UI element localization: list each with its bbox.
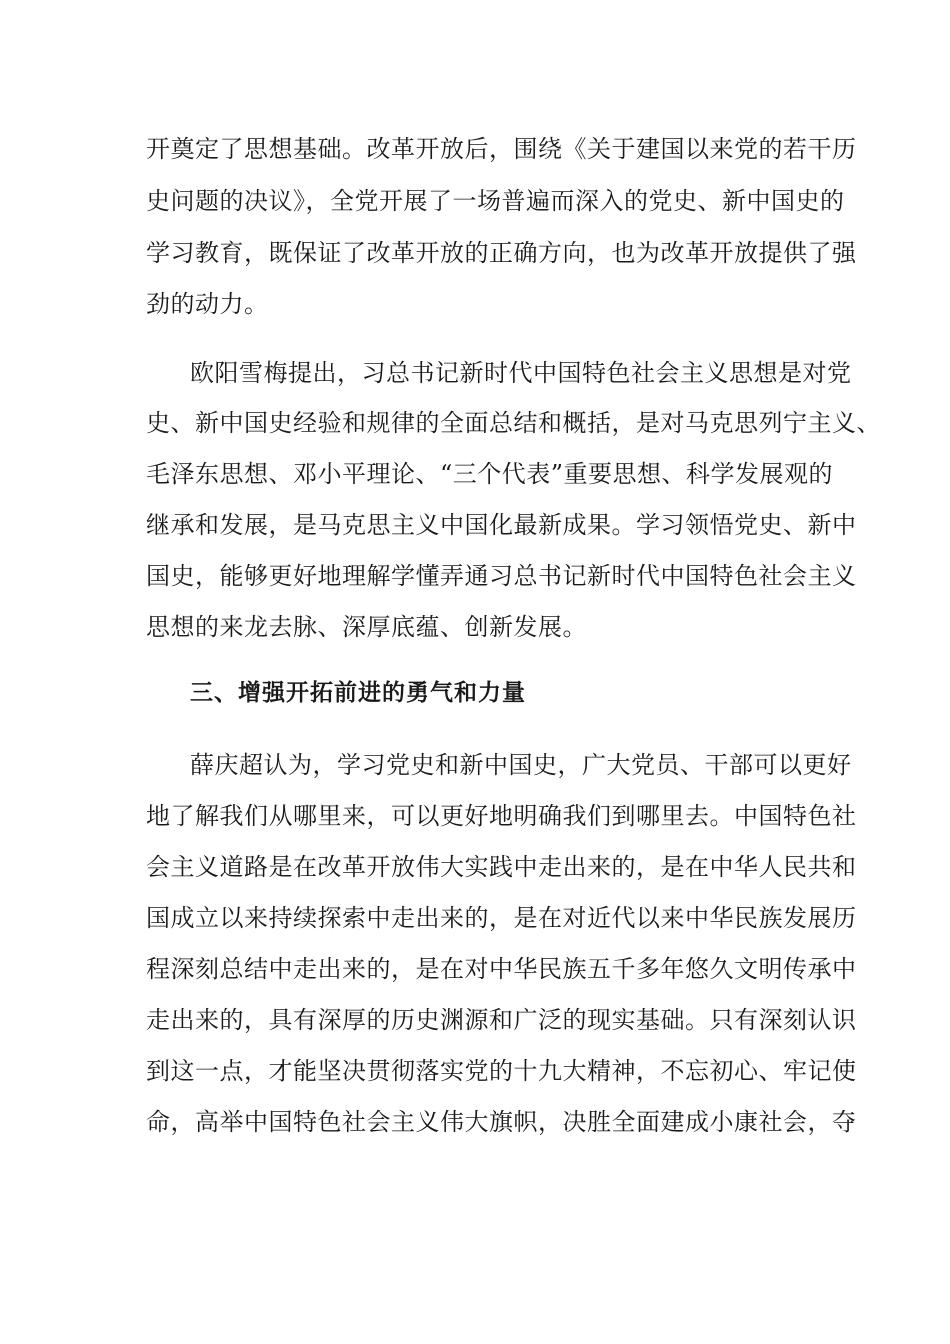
- paragraph-line: 劲的动力。: [146, 290, 269, 318]
- paragraph-line: 继承和发展，是马克思主义中国化最新成果。学习领悟党史、新中: [146, 511, 857, 539]
- paragraph-line: 会主义道路是在改革开放伟大实践中走出来的，是在中华人民共和: [146, 853, 857, 881]
- paragraph-line: 到这一点，才能坚决贯彻落实党的十九大精神，不忘初心、牢记使: [146, 1057, 857, 1085]
- paragraph-line: 思想的来龙去脉、深厚底蕴、创新发展。: [146, 613, 587, 641]
- paragraph-line: 走出来的，具有深厚的历史渊源和广泛的现实基础。只有深刻认识: [146, 1006, 857, 1034]
- section-heading: 三、增强开拓前进的勇气和力量: [190, 680, 526, 706]
- paragraph-line: 开奠定了思想基础。改革开放后，围绕《关于建国以来党的若干历: [146, 135, 857, 163]
- paragraph-line: 毛泽东思想、邓小平理论、“三个代表”重要思想、科学发展观的: [146, 460, 834, 488]
- paragraph-line: 学习教育，既保证了改革开放的正确方向，也为改革开放提供了强: [146, 239, 857, 267]
- paragraph-line: 欧阳雪梅提出，习总书记新时代中国特色社会主义思想是对党: [190, 359, 852, 387]
- paragraph-line: 薛庆超认为，学习党史和新中国史，广大党员、干部可以更好: [190, 751, 852, 779]
- paragraph-line: 程深刻总结中走出来的，是在对中华民族五千多年悠久文明传承中: [146, 955, 857, 983]
- paragraph-line: 地了解我们从哪里来，可以更好地明确我们到哪里去。中国特色社: [146, 802, 857, 830]
- paragraph-line: 史问题的决议》，全党开展了一场普遍而深入的党史、新中国史的: [146, 187, 845, 215]
- paragraph-line: 国史，能够更好地理解学懂弄通习总书记新时代中国特色社会主义: [146, 562, 857, 590]
- paragraph-line: 命，高举中国特色社会主义伟大旗帜，决胜全面建成小康社会，夺: [146, 1108, 857, 1136]
- paragraph-line: 国成立以来持续探索中走出来的，是在对近代以来中华民族发展历: [146, 904, 857, 932]
- paragraph-line: 史、新中国史经验和规律的全面总结和概括，是对马克思列宁主义、: [146, 409, 881, 437]
